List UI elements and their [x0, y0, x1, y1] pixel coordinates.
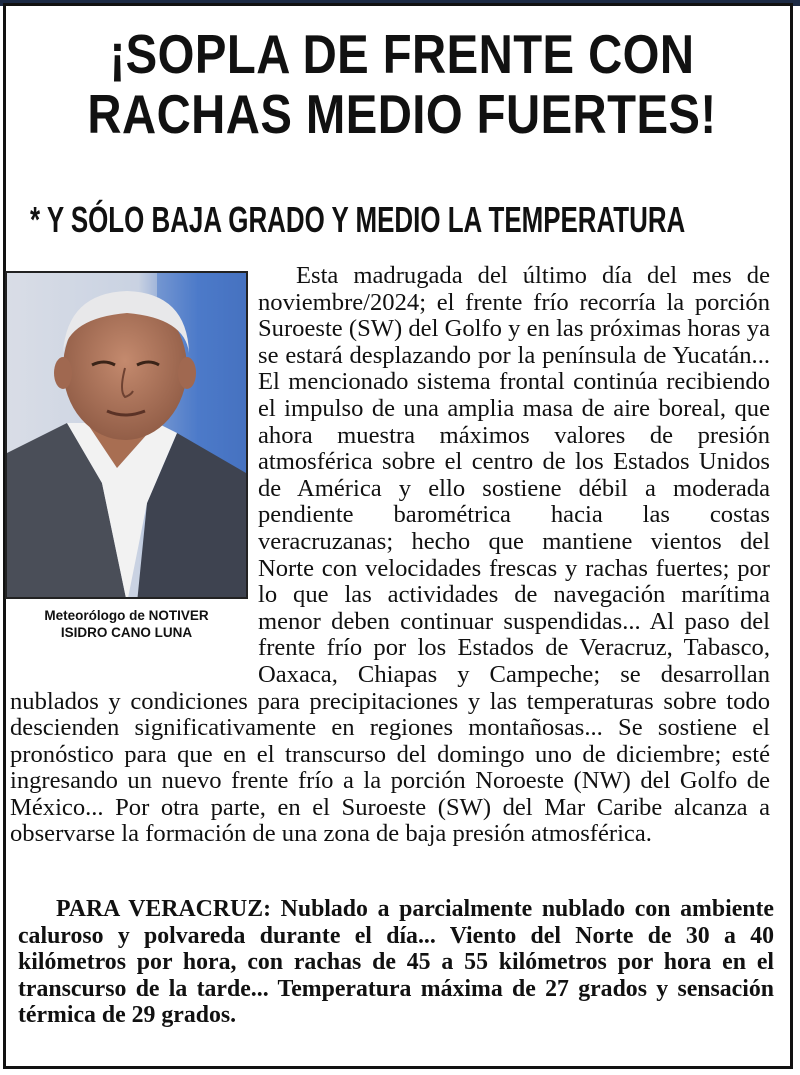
subheadline: * Y SÓLO BAJA GRADO Y MEDIO LA TEMPERATURA: [30, 199, 686, 240]
article-body: [10, 263, 770, 848]
caption-line-2: ISIDRO CANO LUNA: [60, 625, 193, 640]
photo-wrap-space: [10, 263, 258, 663]
veracruz-forecast: PARA VERACRUZ: Nublado a parcialmente nublado con ambiente caluroso y polvareda durante el día... Viento del Norte de 30 a 40 kilómetros por hora, con rachas de 45 a 55 kilómetros por hora en el transcurso de la tarde... Temperatura máxima de 27 grados y sensación térmica de 29 grados.: [18, 896, 774, 1029]
article-paragraph: Esta madrugada del último día del mes de noviembre/2024; el frente frío recorría la porción Suroeste (SW) del Golfo y en las próximas horas ya se estará desplazando por la península de Yucatán... El mencionado sistema frontal continúa recibiendo el impulso de una amplia masa de aire boreal, que ahora muestra máximos valores de presión atmosférica sobre el centro de los Estados Unidos de América y ello sostiene débil a moderada pendiente barométrica hacia las costas veracruzanas; hecho que mantiene vientos del Norte con velocidades frescas y rachas fuertes; por lo que las actividades de navegación marítima menor deben continuar suspendidas... Al paso del frente frío por los Estados de Veracruz, Tabasco, Oaxaca, Chiapas y Campeche; se desarrollan nublados y condiciones para precipitaciones y las temperaturas sobre todo descienden significativamente en regiones montañosas... Se sostiene el pronóstico para que en el transcurso del domingo uno de diciembre; esté ingresando un nuevo frente frío a la porción Noroeste (NW) del Golfo de México... Por otra parte, en el Suroeste (SW) del Mar Caribe alcanza a observarse la formación de una zona de baja presión atmosférica.: [10, 262, 770, 848]
headline: ¡SOPLA DE FRENTE CON RACHAS MEDIO FUERTES!: [87, 23, 717, 145]
caption-line-1: Meteorólogo de NOTIVER: [44, 608, 209, 623]
